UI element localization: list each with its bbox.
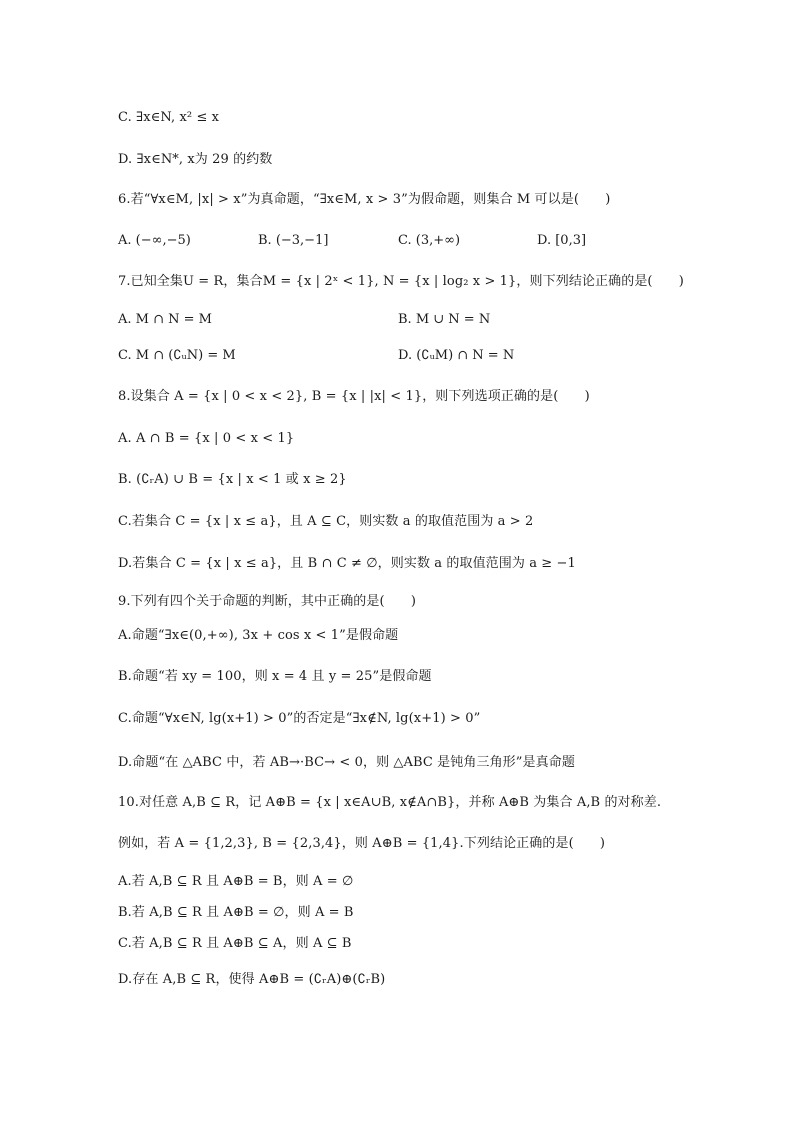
q10-option-d: D.存在 A,B ⊆ R，使得 A⊕B = (∁ᵣA)⊕(∁ᵣB) xyxy=(118,972,386,987)
q6-option-b: B. (−3,−1] xyxy=(258,233,329,248)
q9-stem: 9.下列有四个关于命题的判断，其中正确的是( ) xyxy=(118,594,417,609)
q10-option-a: A.若 A,B ⊆ R 且 A⊕B = B，则 A = ∅ xyxy=(118,874,354,889)
q8-option-b: B. (∁ᵣA) ∪ B = {x | x < 1 或 x ≥ 2} xyxy=(118,472,347,487)
q10-option-b: B.若 A,B ⊆ R 且 A⊕B = ∅，则 A = B xyxy=(118,905,354,920)
q7-option-b: B. M ∪ N = N xyxy=(398,312,491,327)
q6-option-c: C. (3,+∞) xyxy=(398,233,461,248)
q8-option-d: D.若集合 C = {x | x ≤ a}，且 B ∩ C ≠ ∅，则实数 a 的取值范围为 a ≥ −1 xyxy=(118,556,576,571)
q10-option-c: C.若 A,B ⊆ R 且 A⊕B ⊆ A，则 A ⊆ B xyxy=(118,936,352,951)
q9-option-c: C.命题“∀x∈N, lg(x+1) > 0”的否定是“∃x∉N, lg(x+1) > 0” xyxy=(118,711,481,726)
q9-option-d: D.命题“在 △ABC 中，若 AB→·BC→ < 0，则 △ABC 是钝角三角形”是真命题 xyxy=(118,755,575,770)
q7-option-a: A. M ∩ N = M xyxy=(118,312,212,327)
q10-example: 例如，若 A = {1,2,3}, B = {2,3,4}，则 A⊕B = {1,4}.下列结论正确的是( ) xyxy=(118,836,606,851)
q7-option-c: C. M ∩ (∁ᵤN) = M xyxy=(118,348,236,363)
q5-option-d: D. ∃x∈N*, x为 29 的约数 xyxy=(118,152,273,167)
q9-option-b: B.命题“若 xy = 100，则 x = 4 且 y = 25”是假命题 xyxy=(118,669,432,684)
q10-stem: 10.对任意 A,B ⊆ R，记 A⊕B = {x | x∈A∪B, x∉A∩B}，并称 A⊕B 为集合 A,B 的对称差. xyxy=(118,795,662,810)
q6-option-d: D. [0,3] xyxy=(537,233,587,248)
q7-option-d: D. (∁ᵤM) ∩ N = N xyxy=(398,348,515,363)
q8-stem: 8.设集合 A = {x | 0 < x < 2}, B = {x | |x| < 1}，则下列选项正确的是( ) xyxy=(118,389,590,404)
q6-option-a: A. (−∞,−5) xyxy=(118,233,191,248)
q7-stem: 7.已知全集U = R，集合M = {x | 2ˣ < 1}, N = {x | log₂ x > 1}，则下列结论正确的是( ) xyxy=(118,274,684,289)
q9-option-a: A.命题“∃x∈(0,+∞), 3x + cos x < 1”是假命题 xyxy=(118,628,399,643)
q8-option-a: A. A ∩ B = {x | 0 < x < 1} xyxy=(118,431,295,446)
q8-option-c: C.若集合 C = {x | x ≤ a}，且 A ⊆ C，则实数 a 的取值范围为 a > 2 xyxy=(118,514,534,529)
q6-stem: 6.若“∀x∈M, |x| > x”为真命题，“∃x∈M, x > 3”为假命题，则集合 M 可以是( ) xyxy=(118,192,611,207)
q5-option-c: C. ∃x∈N, x² ≤ x xyxy=(118,110,220,125)
